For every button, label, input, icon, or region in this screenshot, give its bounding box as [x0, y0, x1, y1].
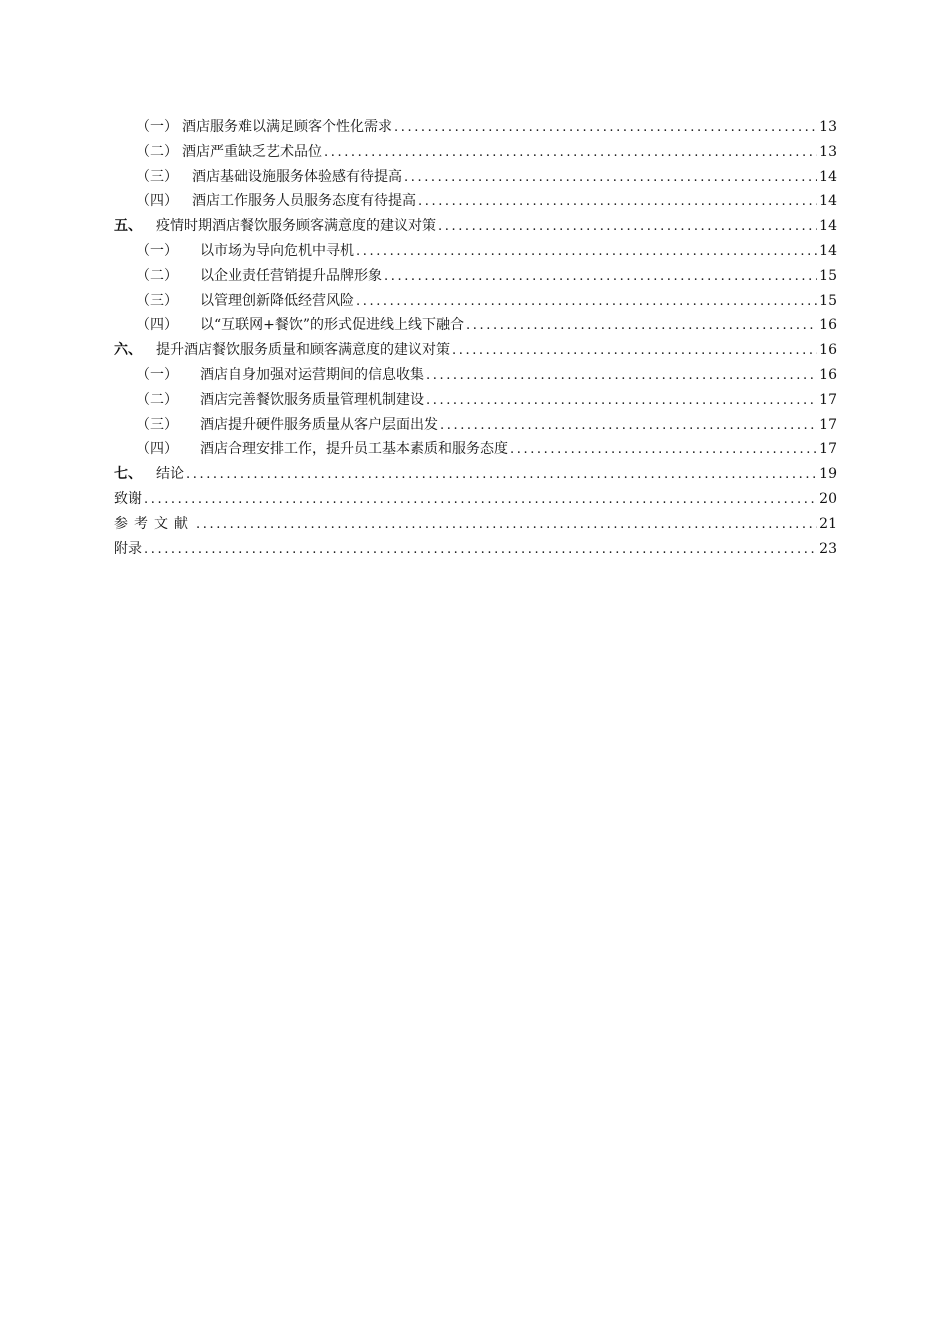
toc-entry-number: （三）	[136, 292, 178, 309]
toc-entry[interactable]	[114, 338, 837, 363]
toc-entry-number: （二）	[136, 143, 178, 160]
toc-entry-number: （一）	[136, 119, 178, 135]
toc-entry-title: 参考文献	[114, 515, 194, 532]
toc-entry-page: 21	[819, 515, 837, 532]
toc-entry[interactable]	[114, 537, 837, 562]
toc-entry-number: 五、	[114, 218, 142, 235]
toc-dot-leader	[404, 166, 817, 191]
table-of-contents	[114, 115, 837, 561]
toc-entry-page: 14	[819, 193, 837, 210]
toc-dot-leader	[438, 215, 817, 240]
toc-dot-leader	[426, 364, 817, 389]
toc-entry[interactable]	[114, 512, 837, 537]
toc-entry[interactable]	[114, 115, 837, 140]
toc-entry[interactable]	[114, 437, 837, 462]
toc-dot-leader	[452, 339, 817, 364]
toc-entry-title: 致谢	[114, 490, 142, 507]
toc-entry[interactable]	[114, 214, 837, 239]
toc-dot-leader	[356, 290, 817, 315]
toc-dot-leader	[426, 389, 817, 414]
toc-dot-leader	[384, 265, 817, 290]
toc-entry-page: 23	[819, 540, 837, 557]
toc-entry[interactable]	[114, 413, 837, 438]
toc-dot-leader	[186, 463, 817, 488]
toc-entry-number: （一）	[136, 366, 178, 383]
toc-dot-leader	[196, 513, 817, 538]
toc-dot-leader	[394, 116, 817, 141]
toc-entry-title: 以管理创新降低经营风险	[200, 292, 354, 309]
toc-dot-leader	[440, 414, 817, 439]
toc-entry[interactable]	[114, 487, 837, 512]
toc-entry-number: （三）	[136, 416, 178, 433]
toc-dot-leader	[466, 314, 817, 339]
toc-entry[interactable]	[114, 462, 837, 487]
toc-entry-title: 提升酒店餐饮服务质量和顾客满意度的建议对策	[156, 342, 450, 359]
toc-entry-number: （一）	[136, 242, 178, 259]
toc-entry-page: 14	[819, 242, 837, 259]
toc-entry-page: 16	[819, 342, 837, 359]
toc-entry-title: 酒店合理安排工作，提升员工基本素质和服务态度	[200, 441, 508, 458]
toc-entry[interactable]	[114, 140, 837, 165]
toc-entry-title: 以企业责任营销提升品牌形象	[200, 267, 382, 284]
toc-dot-leader	[418, 190, 817, 215]
toc-entry-page: 16	[819, 317, 837, 334]
toc-entry-page: 17	[819, 416, 837, 433]
toc-dot-leader	[356, 240, 817, 265]
toc-entry-page: 14	[819, 168, 837, 185]
toc-entry-title: 酒店服务难以满足顾客个性化需求	[182, 119, 392, 135]
toc-entry[interactable]	[114, 313, 837, 338]
toc-entry-page: 17	[819, 441, 837, 458]
toc-entry[interactable]	[114, 189, 837, 214]
toc-entry-title: 以市场为导向危机中寻机	[200, 242, 354, 259]
toc-entry-title: 酒店完善餐饮服务质量管理机制建设	[200, 391, 424, 408]
toc-entry-number: （三）	[136, 168, 178, 185]
toc-entry-title: 附录	[114, 540, 142, 557]
toc-entry-title: 以“互联网+餐饮”的形式促进线上线下融合	[200, 317, 465, 334]
toc-entry-page: 20	[819, 490, 837, 507]
toc-entry-number: （四）	[136, 193, 178, 210]
toc-entry-page: 13	[819, 119, 837, 135]
toc-entry-title: 酒店提升硬件服务质量从客户层面出发	[200, 416, 438, 433]
toc-entry-number: （二）	[136, 391, 178, 408]
toc-entry-title: 酒店基础设施服务体验感有待提高	[192, 168, 402, 185]
toc-entry-number: 七、	[114, 466, 142, 483]
toc-entry-title: 酒店自身加强对运营期间的信息收集	[200, 366, 424, 383]
toc-entry-page: 15	[819, 267, 837, 284]
toc-entry-title: 酒店工作服务人员服务态度有待提高	[192, 193, 416, 210]
toc-entry-number: （四）	[136, 441, 178, 458]
toc-entry-page: 17	[819, 391, 837, 408]
toc-entry-number: （二）	[136, 267, 178, 284]
toc-entry[interactable]	[114, 289, 837, 314]
toc-entry[interactable]	[114, 363, 837, 388]
toc-entry[interactable]	[114, 165, 837, 190]
toc-entry-page: 19	[819, 466, 837, 483]
toc-entry-title: 疫情时期酒店餐饮服务顾客满意度的建议对策	[156, 218, 436, 235]
toc-entry-title: 酒店严重缺乏艺术品位	[182, 143, 322, 160]
toc-entry-page: 15	[819, 292, 837, 309]
toc-entry[interactable]	[114, 264, 837, 289]
toc-entry[interactable]	[114, 388, 837, 413]
toc-dot-leader	[144, 488, 817, 513]
toc-dot-leader	[324, 141, 817, 166]
toc-dot-leader	[510, 438, 817, 463]
toc-entry-number: （四）	[136, 317, 178, 334]
toc-entry-page: 13	[819, 143, 837, 160]
toc-entry-page: 14	[819, 218, 837, 235]
toc-entry-title: 结论	[156, 466, 184, 483]
toc-entry-number: 六、	[114, 342, 142, 359]
toc-entry-page: 16	[819, 366, 837, 383]
toc-dot-leader	[144, 538, 817, 563]
toc-entry[interactable]	[114, 239, 837, 264]
